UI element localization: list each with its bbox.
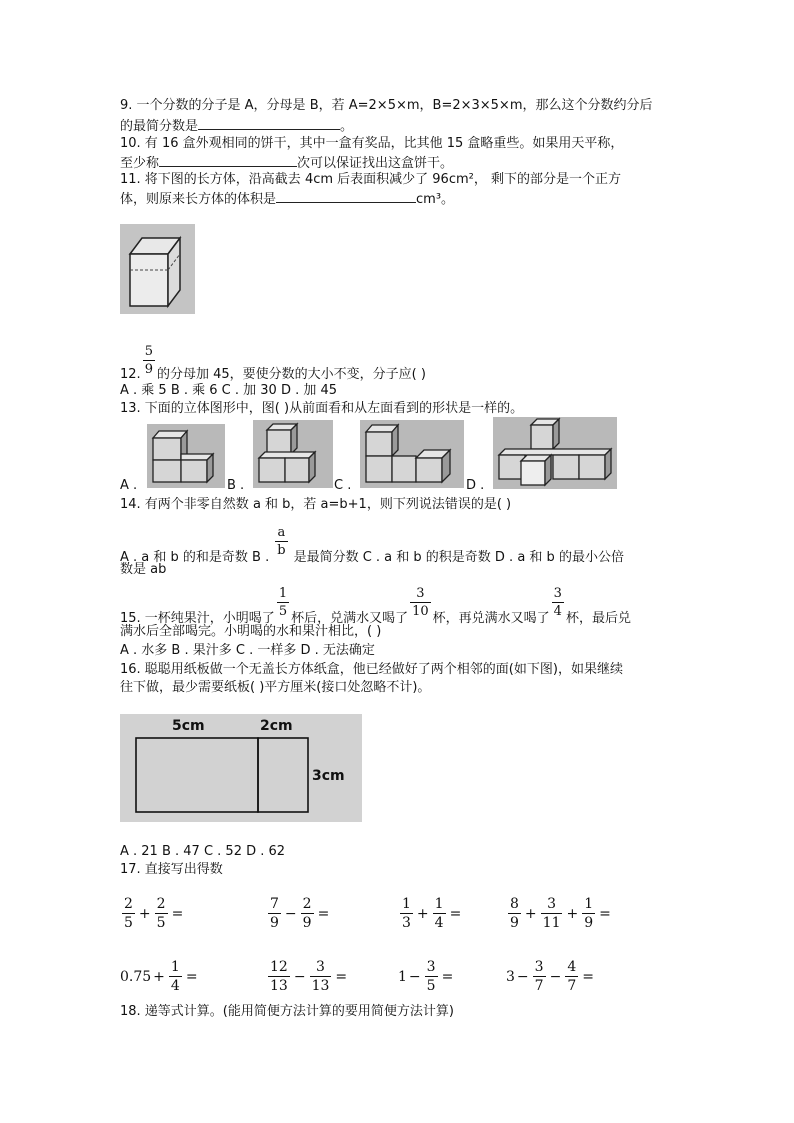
fraction: $\frac{2}{5}$ bbox=[156, 896, 166, 931]
number: 1 bbox=[398, 968, 407, 985]
q17-r1-e2 bbox=[266, 897, 331, 930]
q16-label-3cm: 3cm bbox=[312, 768, 345, 784]
q11-text-b: cm³。 bbox=[416, 192, 455, 207]
q13-figure-a bbox=[147, 424, 225, 488]
fraction: $\frac{12}{13}$ bbox=[270, 959, 288, 994]
q15-part3: 杯，再兑满水又喝了 bbox=[432, 611, 550, 626]
q17-r2-e4 bbox=[506, 960, 596, 993]
q17-r2-e2 bbox=[266, 960, 349, 993]
q15-part4: 杯，最后兑 bbox=[565, 611, 631, 626]
fraction: $\frac{3}{7}$ bbox=[534, 959, 544, 994]
q9-text-b: 。 bbox=[340, 119, 354, 134]
operator: = bbox=[317, 905, 330, 922]
operator: = bbox=[582, 968, 594, 985]
q13-figure-d bbox=[493, 417, 617, 489]
q10-answer-blank[interactable] bbox=[159, 153, 297, 167]
q13-label-c: C . bbox=[334, 478, 352, 493]
q10-text-a: 至少称 bbox=[120, 156, 160, 171]
fraction: $\frac{1}{3}$ bbox=[402, 896, 411, 931]
q17-r2-e3 bbox=[398, 960, 455, 993]
q11-text-a: 体，则原来长方体的体积是 bbox=[120, 192, 277, 207]
q14-opt-a: A . a 和 b 的和是奇数 B . bbox=[120, 550, 270, 565]
q11-answer-blank[interactable] bbox=[276, 189, 416, 203]
fraction: $\frac{3}{11}$ bbox=[542, 896, 561, 931]
q13-figure-c bbox=[360, 420, 464, 488]
q14-text: 14. 有两个非零自然数 a 和 b，若 a=b+1，则下列说法错误的是( ) bbox=[120, 497, 512, 512]
q14-opt-b: 是最简分数 C . a 和 b 的积是奇数 D . a 和 b 的最小公倍 bbox=[293, 550, 624, 565]
operator: = bbox=[449, 905, 462, 922]
q14-line3: 数是 ab bbox=[120, 562, 167, 577]
q13-text: 13. 下面的立体图形中，图( )从前面看和从左面看到的形状是一样的。 bbox=[120, 401, 524, 416]
q9-answer-blank[interactable] bbox=[198, 116, 340, 130]
q10-line1: 10. 有 16 盒外观相同的饼干，其中一盒有奖品，比其他 15 盒略重些。如果用天平称， bbox=[120, 136, 624, 151]
cuboid-figure bbox=[120, 224, 195, 314]
q11-line2 bbox=[120, 189, 454, 208]
q13-figure-b bbox=[253, 420, 333, 488]
q18-title: 18. 递等式计算。(能用简便方法计算的要用简便方法计算) bbox=[120, 1004, 454, 1019]
fraction: $\frac{3}{13}$ bbox=[311, 959, 330, 994]
operator: + bbox=[153, 968, 165, 985]
operator: + bbox=[524, 905, 537, 922]
q15-frac-3: $\frac{3}{4}$ bbox=[553, 586, 562, 619]
operator: − bbox=[293, 968, 306, 985]
fraction: $\frac{8}{9}$ bbox=[510, 896, 519, 931]
fraction: $\frac{4}{7}$ bbox=[567, 959, 577, 994]
q15-part2: 杯后，兑满水又喝了 bbox=[291, 611, 409, 626]
q13-label-a: A . bbox=[120, 478, 138, 493]
operator: = bbox=[185, 968, 198, 985]
q14-options-line bbox=[120, 517, 624, 566]
fraction: $\frac{2}{9}$ bbox=[302, 896, 312, 931]
q9-line1: 9. 一个分数的分子是 A，分母是 B，若 A=2×5×m，B=2×3×5×m，那么这个分数约分后 bbox=[120, 98, 653, 113]
q14-fraction: $\frac{a}{b}$ bbox=[277, 525, 286, 558]
operator: − bbox=[516, 968, 529, 985]
number: 3 bbox=[506, 968, 515, 985]
fraction: $\frac{7}{9}$ bbox=[270, 896, 279, 931]
q9-text-a: 的最简分数是 bbox=[120, 119, 199, 134]
q17-r1-e4 bbox=[506, 897, 613, 930]
q15-part1: 15. 一杯纯果汁，小明喝了 bbox=[120, 611, 275, 626]
q15-line2: 满水后全部喝完。小明喝的水和果汁相比，( ) bbox=[120, 624, 382, 639]
operator: + bbox=[138, 905, 151, 922]
fraction: $\frac{3}{5}$ bbox=[426, 959, 436, 994]
q17-r1-e3 bbox=[398, 897, 463, 930]
operator: − bbox=[408, 968, 421, 985]
fraction: $\frac{1}{4}$ bbox=[434, 896, 444, 931]
q17-r1-e1 bbox=[120, 897, 185, 930]
q15-line1 bbox=[120, 578, 631, 627]
q17-title: 17. 直接写出得数 bbox=[120, 862, 223, 877]
q17-r2-e1 bbox=[120, 960, 200, 993]
fraction: $\frac{1}{4}$ bbox=[170, 959, 180, 994]
q12-line bbox=[120, 338, 426, 383]
operator: + bbox=[416, 905, 429, 922]
q16-label-5cm: 5cm bbox=[172, 718, 205, 734]
q16-label-2cm: 2cm bbox=[260, 718, 293, 734]
q15-frac-2: $\frac{3}{10}$ bbox=[412, 586, 429, 619]
q10-line2 bbox=[120, 153, 453, 172]
q16-figure bbox=[120, 714, 362, 822]
q13-label-b: B . bbox=[227, 478, 245, 493]
q10-text-b: 次可以保证找出这盒饼干。 bbox=[297, 156, 454, 171]
q15-frac-1: $\frac{1}{5}$ bbox=[278, 586, 288, 619]
q16-options: A . 21 B . 47 C . 52 D . 62 bbox=[120, 844, 286, 859]
operator: + bbox=[566, 905, 579, 922]
operator: = bbox=[599, 905, 611, 922]
operator: − bbox=[284, 905, 297, 922]
q12-fraction: $\frac{5}{9}$ bbox=[144, 344, 153, 377]
operator: = bbox=[441, 968, 454, 985]
q12-text: 的分母加 45，要使分数的大小不变，分子应( ) bbox=[156, 367, 426, 382]
cuboid-drawing bbox=[120, 224, 195, 314]
q12-number: 12. bbox=[120, 367, 141, 382]
q11-line1: 11. 将下图的长方体，沿高截去 4cm 后表面积减少了 96cm²， 剩下的部分是一个正方 bbox=[120, 172, 621, 187]
operator: = bbox=[335, 968, 348, 985]
q13-label-d: D . bbox=[466, 478, 485, 493]
q15-options: A . 水多 B . 果汁多 C . 一样多 D . 无法确定 bbox=[120, 643, 375, 658]
fraction: $\frac{1}{9}$ bbox=[584, 896, 594, 931]
q16-line2: 往下做，最少需要纸板( )平方厘米(接口处忽略不计)。 bbox=[120, 680, 431, 695]
q9-line2 bbox=[120, 116, 353, 135]
fraction: $\frac{2}{5}$ bbox=[124, 896, 133, 931]
number: 0.75 bbox=[120, 968, 152, 985]
operator: = bbox=[171, 905, 184, 922]
q16-line1: 16. 聪聪用纸板做一个无盖长方体纸盒，他已经做好了两个相邻的面(如下图)，如果继续 bbox=[120, 662, 623, 677]
operator: − bbox=[549, 968, 562, 985]
q12-options: A . 乘 5 B . 乘 6 C . 加 30 D . 加 45 bbox=[120, 383, 338, 398]
